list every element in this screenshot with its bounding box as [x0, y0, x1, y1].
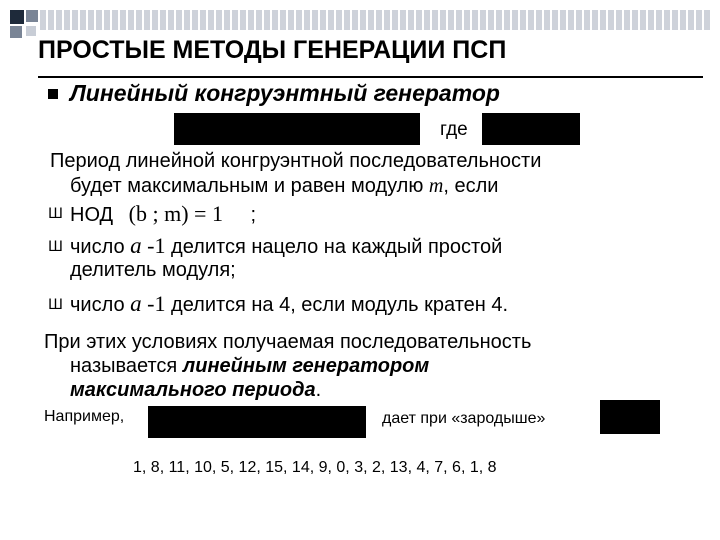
deco-square-1	[10, 10, 24, 24]
where-label: где	[440, 119, 468, 140]
title-underline	[38, 76, 703, 78]
period-line-1: Период линейной конгруэнтной последовательности	[50, 150, 542, 172]
cond3-minus: -1	[141, 291, 166, 316]
arrow-bullet-icon: Ш	[48, 239, 63, 255]
conclusion-emph-1: линейным генератором	[182, 355, 430, 377]
deco-square-3	[10, 26, 22, 38]
example-label: Например,	[44, 408, 125, 425]
cond3-text-b: делится на 4, если модуль кратен 4.	[165, 294, 509, 316]
condition-2	[70, 234, 502, 259]
period-text-b: , если	[443, 175, 499, 197]
deco-top-bar	[40, 10, 710, 30]
deco-square-2	[26, 10, 38, 22]
redacted-example-formula	[148, 406, 366, 438]
condition-3	[70, 292, 508, 317]
period-line-2	[70, 175, 498, 198]
slide-title: ПРОСТЫЕ МЕТОДЫ ГЕНЕРАЦИИ ПСП	[38, 36, 507, 64]
redacted-where-formula	[482, 113, 580, 145]
conclusion-line-1: При этих условиях получаемая последовательность	[44, 331, 532, 353]
cond1-end: ;	[250, 204, 257, 226]
cond2-minus: -1	[141, 233, 166, 258]
cond1-formula: (b ; m) = 1	[128, 201, 223, 226]
arrow-bullet-icon: Ш	[48, 297, 63, 313]
cond3-text-a: число	[70, 294, 131, 316]
period-modulus-var: m	[428, 175, 444, 197]
conclusion-emph-2: максимального периода	[70, 379, 316, 401]
example-seed-text: дает при «зародыше»	[382, 410, 546, 427]
arrow-bullet-icon: Ш	[48, 206, 63, 222]
cond2-text-a: число	[70, 236, 131, 258]
conclusion-period: .	[315, 379, 322, 401]
cond2-text-b: делится нацело на каждый простой	[165, 236, 503, 258]
conclusion-text: называется	[70, 355, 183, 377]
period-text-a: будет максимальным и равен модулю	[70, 175, 429, 197]
cond3-var: a	[130, 291, 142, 316]
condition-1	[70, 202, 256, 227]
subheading: Линейный конгруэнтный генератор	[70, 80, 500, 106]
redacted-formula	[174, 113, 420, 145]
deco-square-4	[26, 26, 36, 36]
example-sequence: 1, 8, 11, 10, 5, 12, 15, 14, 9, 0, 3, 2, 13, 4, 7, 6, 1, 8	[133, 459, 497, 476]
conclusion-line-3	[70, 379, 321, 402]
bullet-square-icon	[48, 89, 58, 99]
condition-2-line-2: делитель модуля;	[70, 259, 236, 281]
cond2-var: a	[130, 233, 142, 258]
redacted-seed-value	[600, 400, 660, 434]
cond1-label: НОД	[70, 204, 114, 226]
conclusion-line-2	[70, 355, 429, 378]
